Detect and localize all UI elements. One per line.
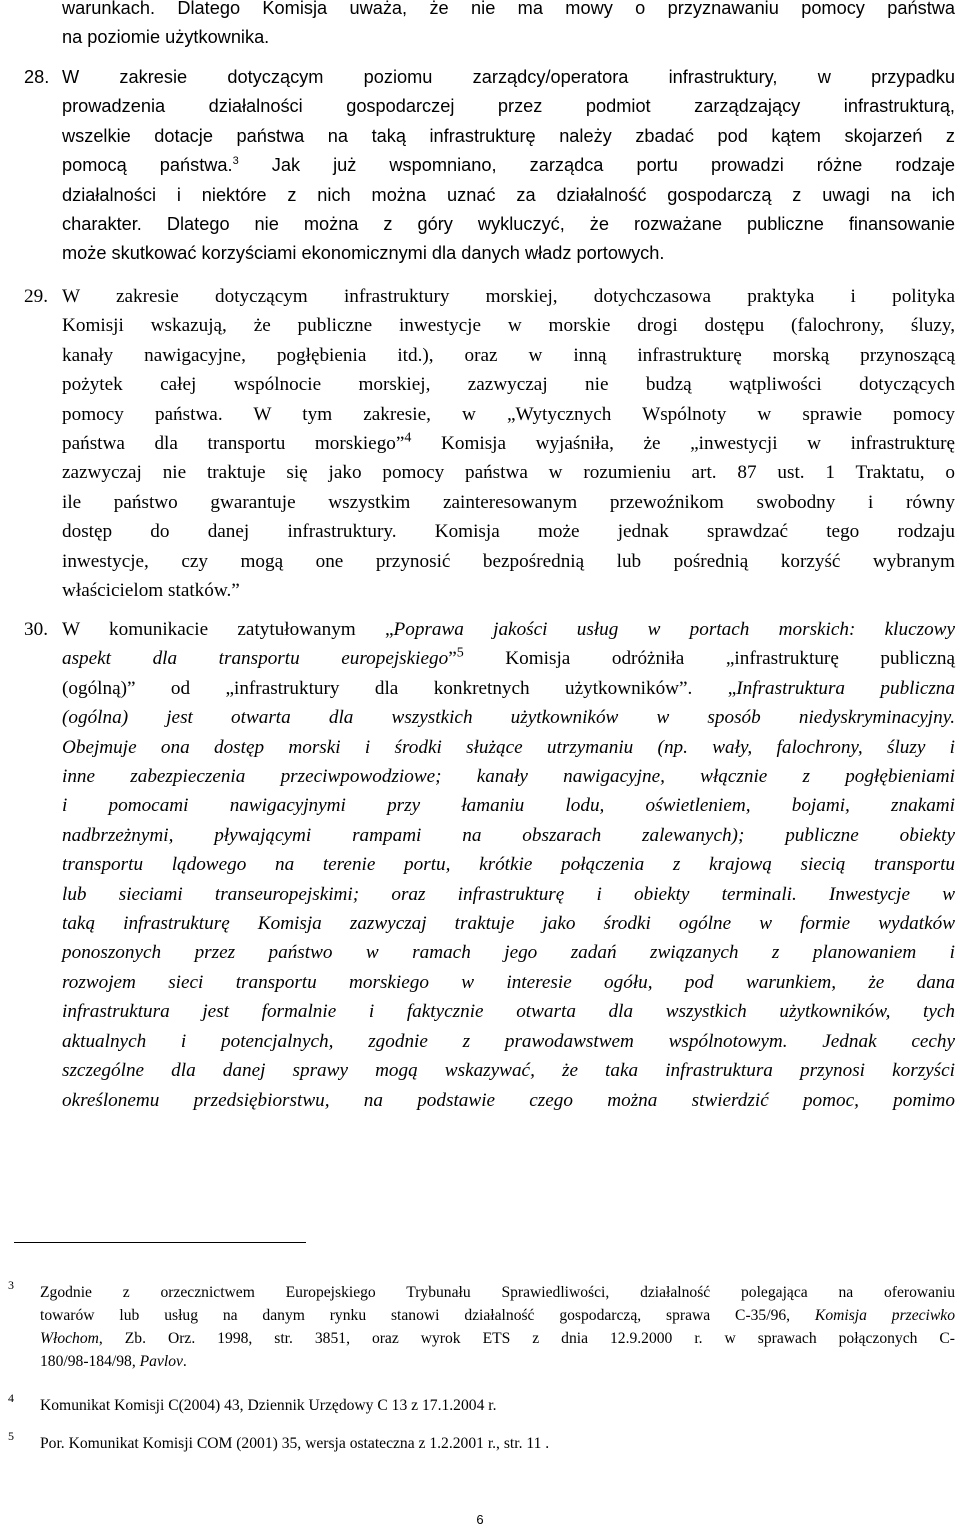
text-line: W zakresie dotyczącym infrastruktury morskiej, dotychczasowa praktyka i polityka [62,286,955,307]
text-line: określonemu przedsiębiorstwu, na podstawie czego można stwierdzić pomoc, pomimo [62,1089,955,1111]
text-line: inne zabezpieczenia przeciwpowodziowe; kanały nawigacyjne, włącznie z pogłębieniami [62,766,955,788]
text-line [62,429,955,458]
paragraph-number: 30. [24,619,48,640]
footnote-separator [14,1242,306,1243]
text-line: działalności i niektóre z nich można uznać za działalność gospodarczą z uwagi na ich [62,184,955,205]
footnote-number: 5 [8,1429,14,1443]
footnote-ref: 5 [456,646,464,662]
paragraph-30 [24,615,955,1115]
text-line: infrastruktura jest formalnie i faktycznie otwarta dla wszystkich użytkowników, tych [62,1001,955,1023]
text-line [62,674,955,703]
text-line: warunkach. Dlatego Komisja uważa, że nie ma mowy o przyznawaniu pomocy państwa [62,0,955,18]
italic-run: Poprawa jakości usług w portach morskich: kluczowy [393,619,955,640]
italic-run: Infrastruktura publiczna [736,677,955,699]
text-line: właścicielom statków.” [62,580,240,602]
footnote-3 [8,1278,955,1373]
text-line: kanały nawigacyjne, pogłębienia itd.), oraz w inną infrastrukturę morską przynoszącą [62,344,955,366]
footnote-5 [8,1429,955,1455]
paragraph-number: 28. [24,67,50,87]
text-line: Zgodnie z orzecznictwem Europejskiego Trybunału Sprawiedliwości, działalność polegająca na oferowaniu [40,1284,955,1301]
text-run: Komisja wyjaśniła, że „inwestycji w infrastrukturę [411,433,955,455]
text-line: rozwojem sieci transportu morskiego w interesie ogółu, pod warunkiem, że dana [62,971,955,993]
text-run: . [182,1353,187,1370]
text-run: Komisja odróżniła „infrastrukturę publiczną [463,648,955,670]
text-line [40,1327,955,1350]
italic-run: Komisja przeciwko [814,1307,955,1324]
footnote-ref: 4 [404,430,412,446]
text-line: aktualnych i potencjalnych, zgodnie z prawodawstwem wspólnotowym. Jednak cechy [62,1030,955,1052]
text-line: transportu lądowego na terenie portu, krótkie połączenia z krajową siecią transportu [62,854,955,876]
footnote-4 [8,1391,955,1417]
text-run: państwa dla transportu morskiego” [62,433,405,455]
page-number: 6 [476,1512,484,1527]
text-line: dostęp do danej infrastruktury. Komisja może jednak sprawdzać tego rodzaju [62,521,955,543]
text-line: Obejmuje ona dostęp morski i środki służące utrzymaniu (np. wały, falochrony, śluzy i [62,736,955,758]
text-line: pożytek całej wspólnocie morskiej, zazwyczaj nie budzą wątpliwości dotyczących [62,374,955,396]
text-line [40,1350,955,1373]
text-line: charakter. Dlatego nie można z góry wykluczyć, że rozważane publiczne finansowanie [62,214,955,235]
text-run: ” [448,648,457,670]
paragraph-number: 29. [24,286,48,307]
footnote-ref: 3 [232,155,239,168]
text-run: , Zb. Orz. 1998, str. 3851, oraz wyrok ETS z dnia 12.9.2000 r. w sprawach połączonych C- [98,1330,955,1347]
text-line: nadbrzeżnymi, pływającymi rampami na obszarach zalewanych); publiczne obiekty [62,824,955,846]
text-line [62,615,955,644]
text-line [62,151,955,180]
text-run: Jak już wspomniano, zarządca portu prowadzi różne rodzaje [238,155,955,176]
text-line: (ogólna) jest otwarta dla wszystkich użytkowników w sposób niedyskryminacyjny. [62,707,955,729]
text-line [62,644,955,673]
text-run: towarów lub usług na danym rynku stanowi działalność gospodarczą, sprawa C-35/96, [40,1307,815,1324]
text-line: na poziomie użytkownika. [62,27,270,48]
text-line [40,1304,955,1327]
text-line: ile państwo gwarantuje wszystkim zainteresowanym przewoźnikom swobodny i równy [62,491,955,513]
italic-run: Włochom [40,1330,99,1347]
text-line: Por. Komunikat Komisji COM (2001) 35, wersja ostateczna z 1.2.2001 r., str. 11 . [40,1435,550,1452]
text-line: inwestycje, czy mogą one przynosić bezpośrednią lub pośrednią korzyść wybranym [62,550,955,572]
text-line: wszelkie dotacje państwa na taką infrastrukturę należy zbadać pod kątem skojarzeń z [62,125,955,146]
text-line: lub sieciami transeuropejskimi; oraz infrastrukturę i obiekty terminali. Inwestycje w [62,883,955,905]
text-line: Komunikat Komisji C(2004) 43, Dziennik Urzędowy C 13 z 17.1.2004 r. [40,1397,497,1414]
text-line: pomocy państwa. W tym zakresie, w „Wytycznych Wspólnoty w sprawie pomocy [62,403,955,425]
footnote-number: 4 [8,1391,14,1405]
text-line: zazwyczaj nie traktuje się jako pomocy państwa w rozumieniu art. 87 ust. 1 Traktatu, o [62,462,955,484]
text-run: pomocą państwa. [62,155,233,176]
text-line: ponoszonych przez państwo w ramach jego zadań związanych z planowaniem i [62,942,955,964]
italic-run: aspekt dla transportu europejskiego [62,648,449,670]
text-line: i pomocami nawigacyjnymi przy łamaniu lodu, oświetleniem, bojami, znakami [62,795,955,817]
footnote-number: 3 [8,1278,14,1292]
text-line: może skutkować korzyściami ekonomicznymi dla danych władz portowych. [62,243,665,264]
paragraph-28 [24,63,955,269]
italic-run: Pavlov [139,1353,183,1370]
paragraph-continuation [62,0,955,53]
text-run: W komunikacie zatytułowanym „ [62,619,394,640]
text-line: W zakresie dotyczącym poziomu zarządcy/operatora infrastruktury, w przypadku [62,67,955,87]
text-line: szczególne dla danej sprawy mogą wskazywać, że taka infrastruktura przynosi korzyści [62,1060,955,1082]
text-line: prowadzenia działalności gospodarczej przez podmiot zarządzający infrastrukturą, [62,96,955,117]
text-run: (ogólną)” od „infrastruktury dla konkretnych użytkowników”. „ [62,677,737,699]
paragraph-29 [24,282,955,605]
text-run: 180/98-184/98, [40,1353,140,1370]
text-line: Komisji wskazują, że publiczne inwestycje w morskie drogi dostępu (falochrony, śluzy, [62,315,955,337]
text-line: taką infrastrukturę Komisja zazwyczaj traktuje jako środki ogólne w formie wydatków [62,913,955,935]
